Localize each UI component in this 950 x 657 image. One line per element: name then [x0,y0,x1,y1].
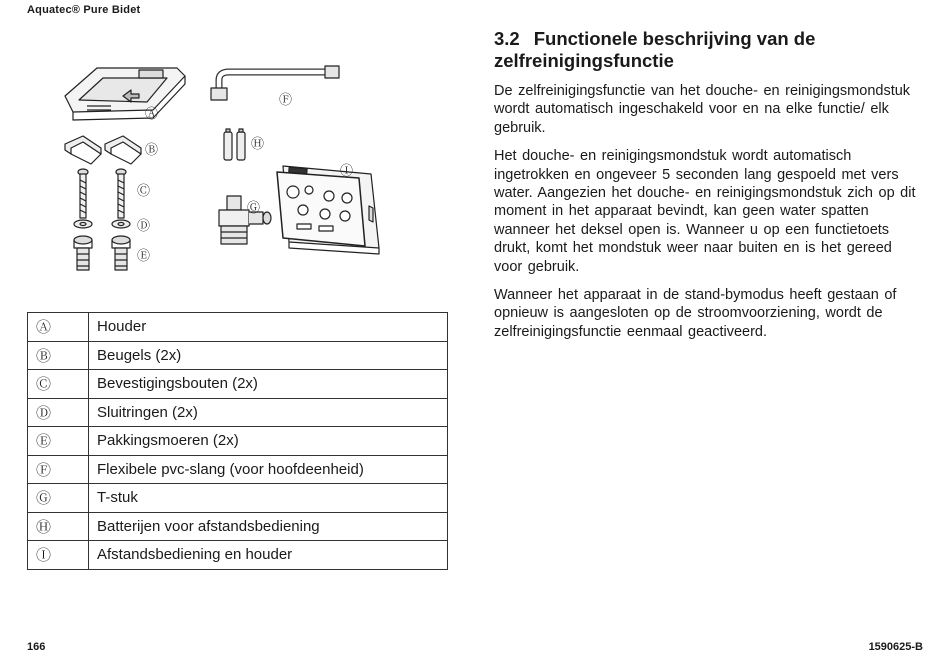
callout-f: Ⓕ [279,93,293,108]
callout-d: Ⓓ [137,219,151,234]
flexible-hose-drawing [211,66,339,100]
table-row [28,484,448,513]
row-description: Houder [89,313,448,342]
callout-b: Ⓑ [145,143,159,158]
row-description: Afstandsbediening en houder [89,541,448,570]
batteries-drawing [224,129,245,160]
row-description: T-stuk [89,484,448,513]
washers-drawing [74,220,130,228]
section-title: Functionele beschrijving van de zelfreinigingsfunctie [494,28,816,71]
section-number: 3.2 [494,28,520,49]
row-letter: Ⓒ [28,370,89,399]
table-row [28,455,448,484]
section-heading [494,28,924,72]
bolts-drawing [78,169,126,218]
holder-plate-drawing [65,68,185,120]
table-row [28,512,448,541]
row-description: Beugels (2x) [89,341,448,370]
callout-a: Ⓐ [145,107,159,122]
parts-table [27,312,448,570]
row-letter: Ⓘ [28,541,89,570]
table-row [28,541,448,570]
callout-g: Ⓖ [247,201,261,216]
t-piece-drawing [219,196,271,244]
packing-nuts-drawing [74,236,130,270]
row-description: Sluitringen (2x) [89,398,448,427]
table-row [28,341,448,370]
row-description: Batterijen voor afstandsbediening [89,512,448,541]
document-code: 1590625-B [868,641,923,653]
parts-drawing [27,40,447,302]
callout-c: Ⓒ [137,184,151,199]
page-header: Aquatec® Pure Bidet [27,4,141,16]
table-row [28,370,448,399]
row-description: Bevestigingsbouten (2x) [89,370,448,399]
table-row [28,313,448,342]
table-row [28,398,448,427]
paragraph: Het douche- en reinigingsmondstuk wordt automatisch ingetrokken en ongeveer 5 seconden lang gespoeld met vers water. Aangezien het douche- en reinigingsmondstuk zich op dit moment in het apparaat bevindt, kan geen water spatten wanneer het deksel open is. Wanneer u op een functietoets drukt, komt het mondstuk weer naar buiten en is het gereed voor gebruik. [494,148,916,275]
row-letter: Ⓖ [28,484,89,513]
parts-illustration [27,40,447,302]
paragraph: De zelfreinigingsfunctie van het douche- en reinigingsmondstuk wordt automatisch ingeschakeld voor en na elke functie/ elk gebruik. [494,83,911,136]
row-letter: Ⓔ [28,427,89,456]
table-row [28,427,448,456]
row-description: Pakkingsmoeren (2x) [89,427,448,456]
callout-i: Ⓘ [340,164,354,179]
callout-e: Ⓔ [137,249,151,264]
row-letter: Ⓓ [28,398,89,427]
row-letter: Ⓕ [28,455,89,484]
row-letter: Ⓗ [28,512,89,541]
paragraph: Wanneer het apparaat in de stand-bymodus heeft gestaan of opnieuw is aangesloten op de stroomvoorziening, wordt de zelfreinigingsfunctie eenmaal geactiveerd. [494,287,897,340]
remote-holder-drawing [277,166,379,254]
row-letter: Ⓐ [28,313,89,342]
page-number: 166 [27,641,46,653]
callout-h: Ⓗ [251,137,265,152]
row-description: Flexibele pvc-slang (voor hoofdeenheid) [89,455,448,484]
brackets-drawing [65,136,141,164]
row-letter: Ⓑ [28,341,89,370]
section-content [494,28,924,351]
